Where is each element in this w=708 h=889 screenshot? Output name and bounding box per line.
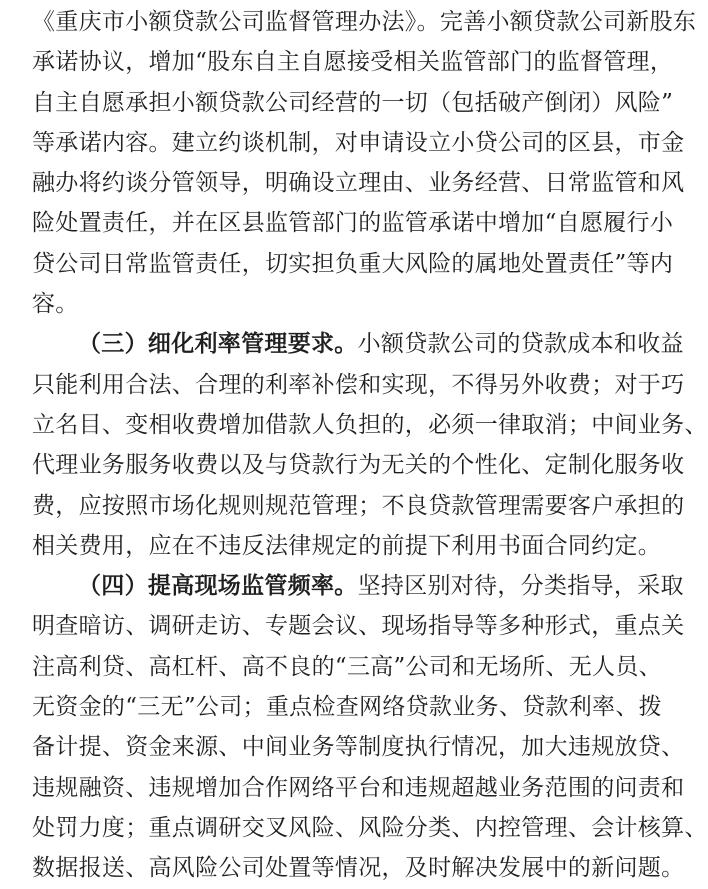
text-line: 注高利贷、高杠杆、高不良的“三高”公司和无场所、无人员、 [32,653,662,680]
paragraph-interest-rate-management [32,324,708,566]
text-line: 立名目、变相收费增加借款人负担的，必须一律取消；中间业务、 [32,411,708,438]
text-fragment: 小额贷款公司的贷款成本和收益 [357,331,684,358]
text-line: 处罚力度；重点调研交叉风险、风险分类、内控管理、会计核算、 [32,814,708,841]
text-line: 自主自愿承担小额贷款公司经营的一切（包括破产倒闭）风险” [32,89,674,116]
text-fragment: 坚持区别对待，分类指导，采取 [357,573,684,600]
text-line: 《重庆市小额贷款公司监督管理办法》。完善小额贷款公司新股东 [32,9,697,35]
text-line: 只能利用合法、合理的利率补偿和实现，不得另外收费；对于巧 [32,371,685,398]
text-line: 等承诺内容。建立约谈机制，对申请设立小贷公司的区县，市金 [32,129,685,156]
text-line: 数据报送、高风险公司处置等情况，及时解决发展中的新问题。 [32,855,685,882]
text-line: 承诺协议，增加“股东自主自愿接受相关监管部门的监督管理， [32,49,674,76]
text-line: 险处置责任，并在区县监管部门的监管承诺中增加“自愿履行小 [32,210,674,237]
text-line: 备计提、资金来源、中间业务等制度执行情况，加大违规放贷、 [32,734,685,761]
text-line: 贷公司日常监管责任，切实担负重大风险的属地处置责任”等内 [32,250,674,277]
text-line: 融办将约谈分管领导，明确设立理由、业务经营、日常监管和风 [32,170,685,197]
paragraph-regulation-measures [32,2,697,324]
text-line: 相关费用，应在不违反法律规定的前提下利用书面合同约定。 [32,532,662,559]
section-heading-three: （三）细化利率管理要求。 [78,330,358,358]
text-line: 容。 [32,291,79,318]
text-line: 明查暗访、调研走访、专题会议、现场指导等多种形式，重点关 [32,613,685,640]
text-line: 无资金的“三无”公司；重点检查网络贷款业务、贷款利率、拨 [32,694,662,721]
text-line: 代理业务服务收费以及与贷款行为无关的个性化、定制化服务收 [32,452,685,479]
text-line: 费，应按照市场化规则规范管理；不良贷款管理需要客户承担的 [32,492,685,519]
text-line [32,566,684,606]
paragraph-onsite-supervision [32,566,708,888]
text-line: 违规融资、违规增加合作网络平台和违规超越业务范围的问责和 [32,774,685,801]
section-heading-four: （四）提高现场监管频率。 [78,572,358,600]
text-line [32,324,684,364]
